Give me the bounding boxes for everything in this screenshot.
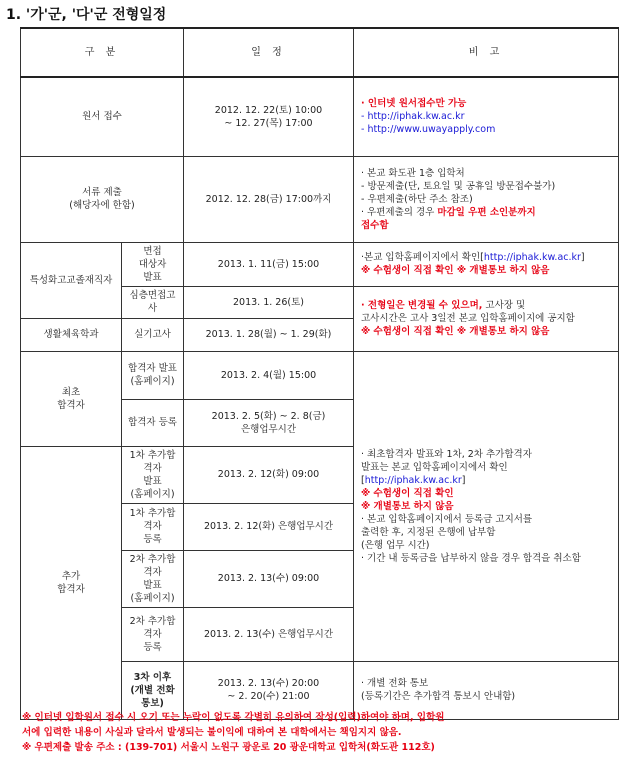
subcategory-cell: 합격자 발표 (홈페이지) bbox=[122, 351, 184, 399]
subcategory-cell: 심층면접고 사 bbox=[122, 286, 184, 318]
schedule-cell: 2012. 12. 22(토) 10:00 ~ 12. 27(목) 17:00 bbox=[184, 77, 354, 156]
subcategory-cell: 1차 추가합격자 발표 (홈페이지) bbox=[122, 446, 184, 503]
remarks-cell: · 전형일은 변경될 수 있으며, 고사장 및 고사시간은 고사 3일전 본교 입학홈페이지에 공지함 ※ 수험생이 직접 확인 ※ 개별통보 하지 않음 bbox=[354, 286, 619, 351]
remarks-cell: · 개별 전화 통보 (등록기간은 추가합격 통보시 안내함) bbox=[354, 661, 619, 719]
remarks-cell: · 본교 화도관 1층 입학처 - 방문제출(단, 토요일 및 공휴일 방문접수불가) - 우편제출(하단 주소 참조) · 우편제출의 경우 마감일 우편 소인분까지 접수함 bbox=[354, 156, 619, 242]
table-row bbox=[21, 156, 619, 242]
subcategory-cell: 실기고사 bbox=[122, 318, 184, 351]
schedule-cell: 2013. 1. 26(토) bbox=[184, 286, 354, 318]
remarks-cell: · 인터넷 원서접수만 가능 - http://iphak.kw.ac.kr - http://www.uwayapply.com bbox=[354, 77, 619, 156]
category-cell: 추가 합격자 bbox=[21, 446, 122, 719]
section-title: 1. '가'군, '다'군 전형일정 bbox=[6, 7, 167, 23]
table-row bbox=[21, 77, 619, 156]
subcategory-cell: 면접 대상자 발표 bbox=[122, 242, 184, 286]
table-row bbox=[21, 351, 619, 399]
category-cell: 생활체육학과 bbox=[21, 318, 122, 351]
category-cell: 최초 합격자 bbox=[21, 351, 122, 446]
category-cell: 특성화고교졸재직자 bbox=[21, 242, 122, 318]
schedule-cell: 2013. 1. 11(금) 15:00 bbox=[184, 242, 354, 286]
subcategory-cell: 3차 이후 (개별 전화통보) bbox=[122, 661, 184, 719]
remarks-cell: · 최초합격자 발표와 1차, 2차 추가합격자 발표는 본교 입학홈페이지에서 확인 [http://iphak.kw.ac.kr] ※ 수험생이 직접 확인 ※ 개별통보 하지 않음 · 본교 입학홈페이지에서 등록금 고지서를 출력한 후, 지정된 은행에 납부함 (은행 업무 시간) · 기간 내 등록금을 납부하지 않을 경우 합격을 취소함 bbox=[354, 351, 619, 661]
schedule-cell: 2013. 2. 12(화) 은행업무시간 bbox=[184, 503, 354, 550]
subcategory-cell: 합격자 등록 bbox=[122, 399, 184, 446]
schedule-cell: 2012. 12. 28(금) 17:00까지 bbox=[184, 156, 354, 242]
header-category: 구 분 bbox=[21, 28, 184, 77]
schedule-cell: 2013. 2. 5(화) ~ 2. 8(금) 은행업무시간 bbox=[184, 399, 354, 446]
schedule-cell: 2013. 2. 13(수) 09:00 bbox=[184, 550, 354, 607]
schedule-cell: 2013. 2. 12(화) 09:00 bbox=[184, 446, 354, 503]
category-cell: 원서 접수 bbox=[21, 77, 184, 156]
schedule-cell: 2013. 2. 13(수) 은행업무시간 bbox=[184, 607, 354, 661]
link-iphak[interactable]: http://iphak.kw.ac.kr bbox=[483, 252, 581, 263]
header-remarks: 비 고 bbox=[354, 28, 619, 77]
category-cell: 서류 제출 (해당자에 한함) bbox=[21, 156, 184, 242]
remarks-cell: ·본교 입학홈페이지에서 확인[http://iphak.kw.ac.kr] ※ 수험생이 직접 확인 ※ 개별통보 하지 않음 bbox=[354, 242, 619, 286]
subcategory-cell: 2차 추가합격자 발표 (홈페이지) bbox=[122, 550, 184, 607]
header-schedule: 일 정 bbox=[184, 28, 354, 77]
subcategory-cell: 2차 추가합격자 등록 bbox=[122, 607, 184, 661]
link-iphak[interactable]: - http://iphak.kw.ac.kr bbox=[361, 111, 465, 123]
footer-notice: ※ 인터넷 입학원서 접수 시 오기 또는 누락이 없도록 각별히 유의하여 작성(입력)하여야 하며, 입학원 서에 입력한 내용이 사실과 달라서 발생되는 불이익에 대하여 본 대학에서는 책임지지 않음. ※ 우편제출 발송 주소 : (139-701) 서울시 노원구 광운로 20 광운대학교 입학처(화도관 112호) bbox=[22, 712, 445, 753]
schedule-cell: 2013. 1. 28(월) ~ 1. 29(화) bbox=[184, 318, 354, 351]
subcategory-cell: 1차 추가합격자 등록 bbox=[122, 503, 184, 550]
link-iphak[interactable]: http://iphak.kw.ac.kr bbox=[364, 474, 462, 486]
schedule-table bbox=[20, 27, 619, 720]
schedule-cell: 2013. 2. 4(월) 15:00 bbox=[184, 351, 354, 399]
table-row bbox=[21, 242, 619, 286]
schedule-cell: 2013. 2. 13(수) 20:00 ~ 2. 20(수) 21:00 bbox=[184, 661, 354, 719]
table-header bbox=[21, 28, 619, 77]
link-uwayapply[interactable]: - http://www.uwayapply.com bbox=[361, 124, 496, 136]
